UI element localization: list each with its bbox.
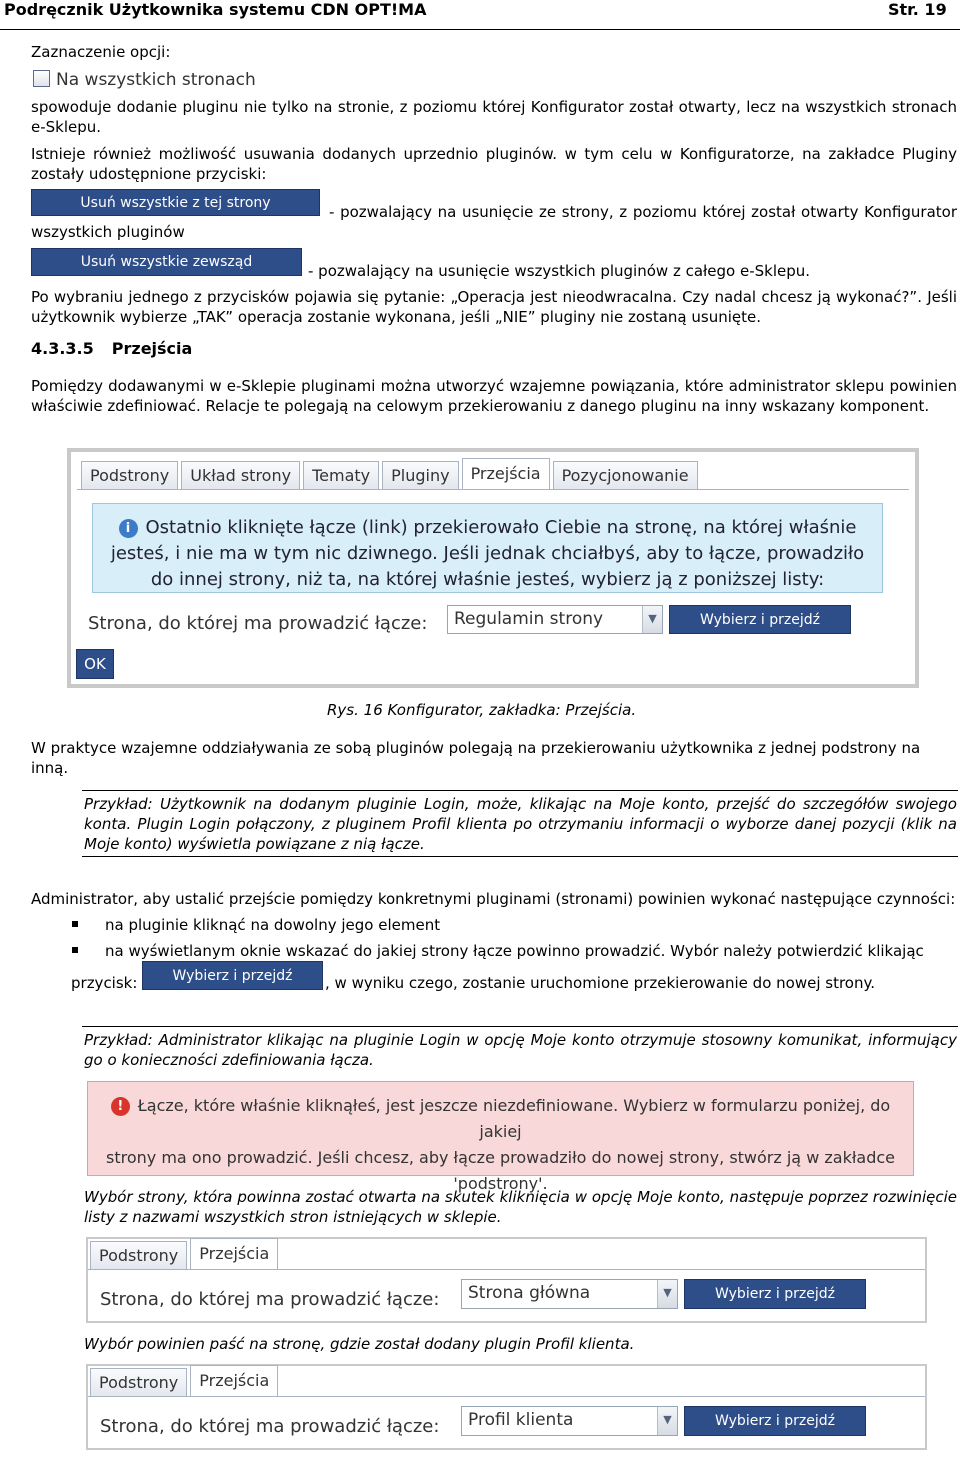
bullet-2-end: , w wyniku czego, zostanie uruchomione przekierowanie do nowej strony. (325, 974, 875, 992)
info-message: i Ostatnio kliknięte łącze (link) przekierowało Ciebie na stronę, na której właśnie jesteś, i nie ma w tym nic dziwnego. Jeśli jednak chciałbyś, aby to łącze, prowadziło do innej strony, niż ta, na której właśnie jesteś, wybierz ją z poniższej listy: (92, 503, 883, 593)
chevron-down-icon[interactable]: ▼ (657, 1407, 677, 1435)
tab-bar (90, 1368, 278, 1396)
divider-top (82, 790, 958, 791)
tab-przejscia[interactable]: Przejścia (190, 1365, 278, 1396)
page-header (0, 0, 960, 30)
screenshot-przejscia (67, 448, 919, 688)
paragraph-spowoduje: spowoduje dodanie pluginu nie tylko na stronie, z poziomu której Konfigurator został otwarty, lecz na wszystkich stronach e-Sklepu. (31, 98, 957, 136)
divider-top (82, 1026, 958, 1027)
tab-uklad-strony[interactable]: Układ strony (181, 461, 300, 489)
remove-everywhere-button[interactable]: Usuń wszystkie zewsząd (31, 248, 302, 276)
header-title: Podręcznik Użytkownika systemu CDN OPT!MA (4, 0, 427, 19)
checkbox-label: Na wszystkich stronach (56, 70, 256, 90)
divider-bottom (82, 856, 958, 857)
desc-remove-everywhere: - pozwalający na usunięcie wszystkich pluginów z całego e-Sklepu. (308, 262, 811, 280)
target-label: Strona, do której ma prowadzić łącze: (88, 613, 428, 634)
chevron-down-icon[interactable]: ▼ (657, 1280, 677, 1308)
example-1: Przykład: Użytkownik na dodanym pluginie Login, może, klikając na Moje konto, przejść do szczegółów swojego konta. Plugin Login połączony, z pluginem Profil klienta po otrzymaniu informacji o wyborze danej pozycji (klik na Moje konto) wyświetla powiązane z nią łącze. (84, 795, 957, 853)
chevron-down-icon[interactable]: ▼ (642, 606, 662, 633)
paragraph-wybor-strony: Wybór strony, która powinna zostać otwarta na skutek kliknięcia w opcję Moje konto, następuje poprzez rozwinięcie listy z nazwami wszystkich stron istniejących w sklepie. (84, 1188, 957, 1226)
tab-pozycjonowanie[interactable]: Pozycjonowanie (553, 461, 698, 489)
section-title: Przejścia (111, 339, 193, 358)
target-select[interactable]: Regulamin strony ▼ (447, 605, 663, 634)
paragraph-wybor-powinien: Wybór powinien paść na stronę, gdzie został dodany plugin Profil klienta. (84, 1335, 635, 1353)
inline-go-button[interactable]: Wybierz i przejdź (142, 961, 323, 990)
target-label: Strona, do której ma prowadzić łącze: (100, 1416, 440, 1437)
desc-remove-from-page: - pozwalający na usunięcie ze strony, z poziomu której został otwarty Konfigurator wszystkich pluginów (31, 203, 957, 241)
paragraph-administrator: Administrator, aby ustalić przejście pomiędzy konkretnymi pluginami (stronami) powinien wykonać następujące czynności: (31, 890, 956, 908)
bullet-2-text: na wyświetlanym oknie wskazać do jakiej strony łącze powinno prowadzić. Wybór należy potwierdzić klikając (105, 942, 924, 960)
checkbox-all-pages[interactable] (33, 70, 256, 90)
figure-caption: Rys. 16 Konfigurator, zakładka: Przejścia. (327, 701, 637, 719)
paragraph-w-praktyce: W praktyce wzajemne oddziaływania ze sobą pluginów polegają na przekierowaniu użytkownika z jednej podstrony na inną. (31, 739, 921, 777)
target-select[interactable]: Strona główna ▼ (461, 1279, 678, 1309)
paragraph-po-wybraniu: Po wybraniu jednego z przycisków pojawia się pytanie: „Operacja jest nieodwracalna. Czy nadal chcesz ją wykonać?”. Jeśli użytkownik wybierze „TAK” operacja zostanie wykonana, jeśli „NIE” pluginy nie zostaną usunięte. (31, 288, 957, 326)
bullet-icon (72, 921, 78, 927)
paragraph-istnieje: Istnieje również możliwość usuwania dodanych uprzednio pluginów. w tym celu w Konfiguratorze, na zakładce Pluginy zostały udostępnione przyciski: (31, 145, 957, 183)
bullet-2-przycisk: przycisk: (71, 974, 138, 992)
remove-from-page-button[interactable]: Usuń wszystkie z tej strony (31, 189, 320, 216)
go-button[interactable]: Wybierz i przejdź (669, 605, 851, 634)
example-2: Przykład: Administrator klikając na pluginie Login w opcję Moje konto otrzymuje stosowny komunikat, informujący go o konieczności zdefiniowania łącza. (84, 1031, 957, 1069)
bullet-1: na pluginie kliknąć na dowolny jego element (105, 916, 441, 934)
tab-przejscia[interactable]: Przejścia (190, 1238, 278, 1269)
ok-button[interactable]: OK (76, 649, 114, 679)
tab-bar (90, 1241, 278, 1269)
tab-podstrony[interactable]: Podstrony (90, 1241, 187, 1269)
paragraph-zaznaczenie: Zaznaczenie opcji: (31, 43, 171, 61)
info-icon: i (119, 519, 138, 538)
page-number: Str. 19 (888, 0, 947, 19)
tab-podstrony[interactable]: Podstrony (90, 1368, 187, 1396)
checkbox-icon[interactable] (33, 70, 50, 87)
error-message: ! Łącze, które właśnie kliknąłeś, jest jeszcze niezdefiniowane. Wybierz w formularzu poniżej, do jakiej strony ma ono prowadzić. Jeśli chcesz, aby łącze prowadziło do nowej strony, stwórz ją w zakładce 'podstrony'. (87, 1081, 914, 1176)
tab-tematy[interactable]: Tematy (303, 461, 379, 489)
go-button[interactable]: Wybierz i przejdź (684, 1279, 866, 1309)
tab-podstrony[interactable]: Podstrony (81, 461, 178, 489)
tab-bar (81, 461, 698, 489)
screenshot-select-1 (86, 1237, 927, 1323)
target-select[interactable]: Profil klienta ▼ (461, 1406, 678, 1436)
tab-przejscia[interactable]: Przejścia (462, 458, 550, 489)
paragraph-pomiedzy: Pomiędzy dodawanymi w e-Sklepie pluginami można utworzyć wzajemne powiązania, które administrator sklepu powinien właściwie zdefiniować. Relacje te polegają na celowym przekierowaniu z danego pluginu na inny wskazany komponent. (31, 377, 957, 415)
go-button[interactable]: Wybierz i przejdź (684, 1406, 866, 1436)
screenshot-select-2 (86, 1364, 927, 1450)
error-icon: ! (111, 1097, 130, 1116)
tab-pluginy[interactable]: Pluginy (382, 461, 458, 489)
target-label: Strona, do której ma prowadzić łącze: (100, 1289, 440, 1310)
section-heading (31, 339, 192, 358)
section-number: 4.3.3.5 (31, 339, 94, 358)
bullet-icon (72, 947, 78, 953)
